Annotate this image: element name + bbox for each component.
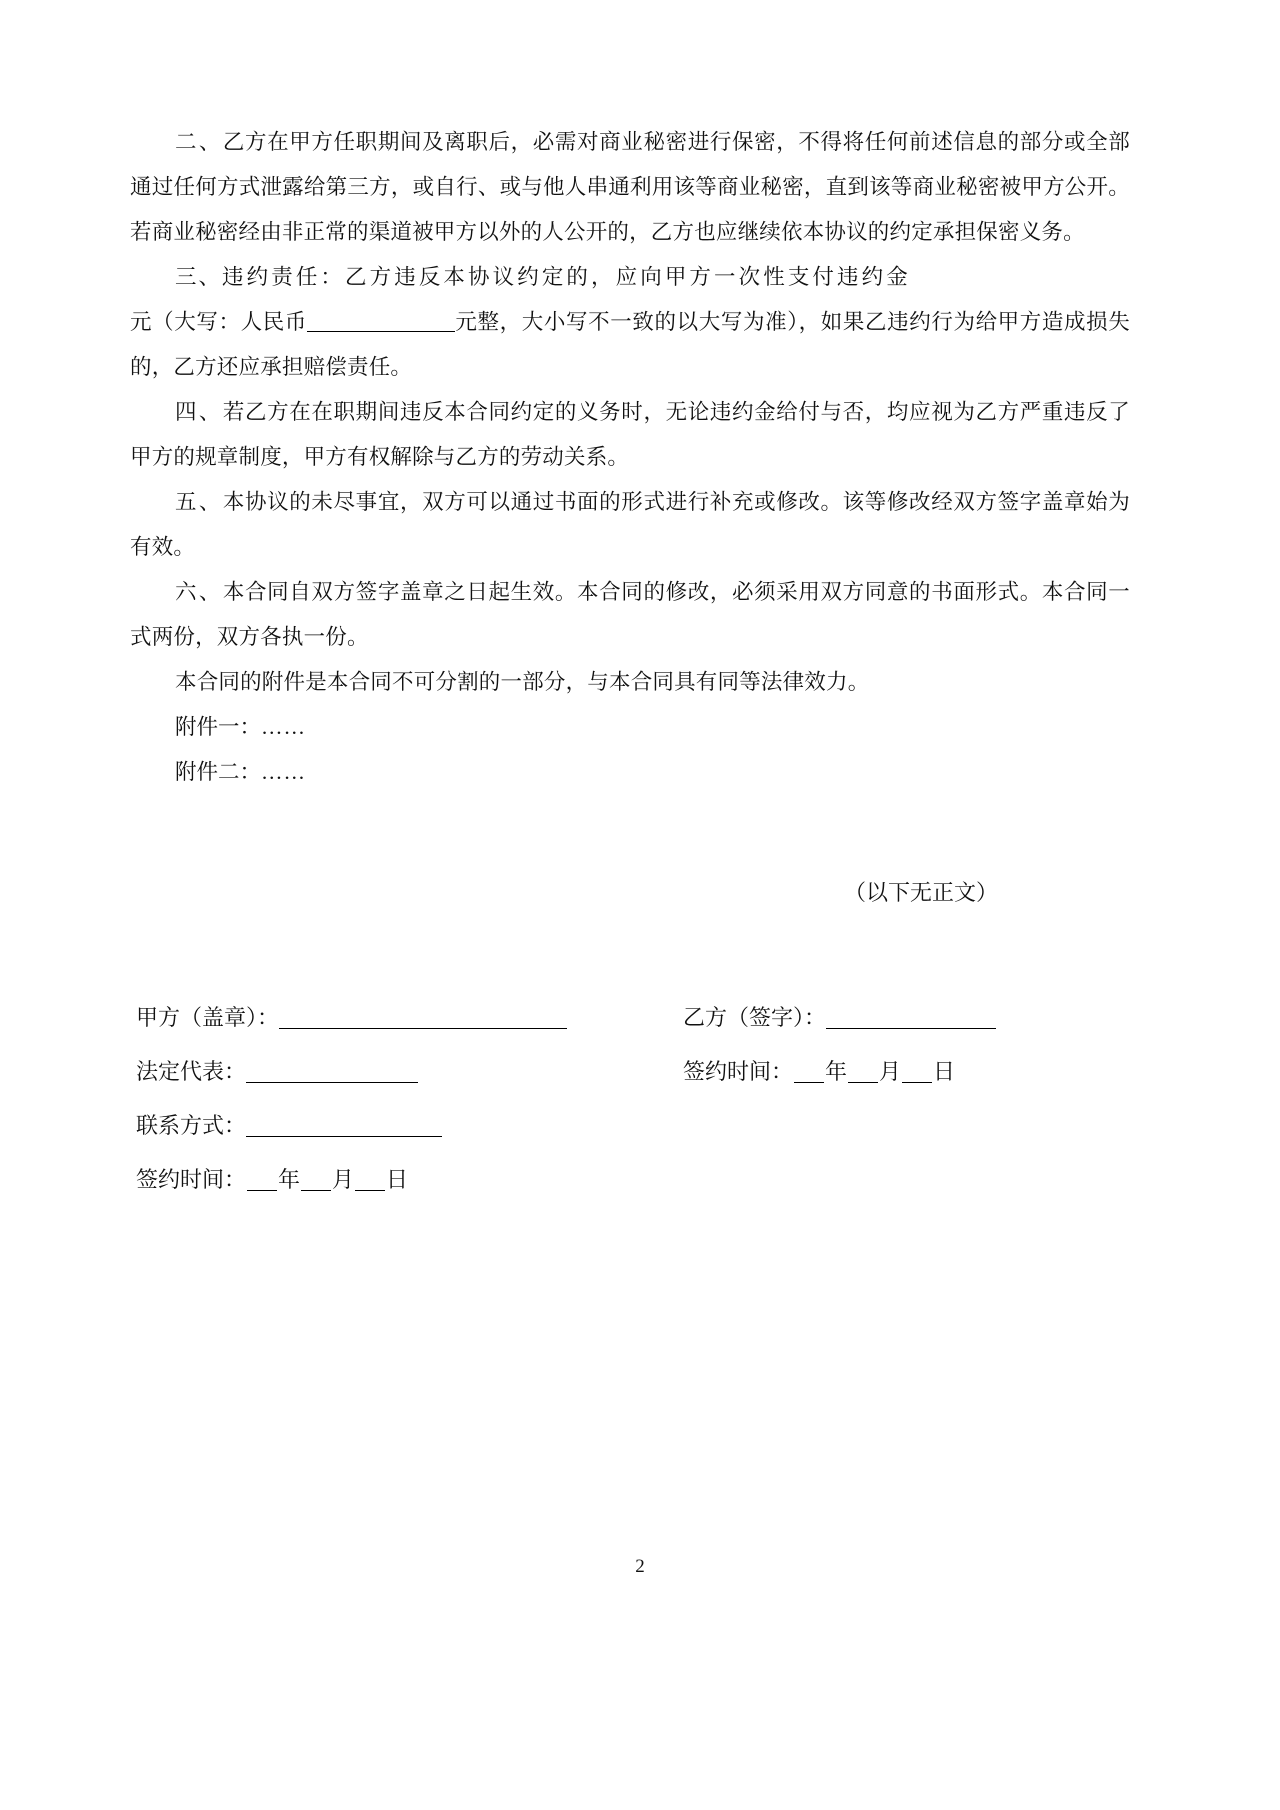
party-a-month-unit: 月	[332, 1167, 355, 1192]
clause-6-number: 六、	[175, 580, 223, 604]
amount-in-words-blank[interactable]	[307, 311, 455, 332]
party-a-year-blank[interactable]	[247, 1168, 277, 1191]
party-b-day-unit: 日	[933, 1059, 956, 1084]
clause-4-paragraph	[130, 390, 1130, 480]
page-number: 2	[635, 1556, 645, 1577]
party-a-contact-row	[136, 1103, 681, 1149]
attachment-2-label: 附件二：	[175, 760, 262, 784]
party-a-contact-label: 联系方式：	[136, 1113, 247, 1138]
party-a-sign-date-label: 签约时间：	[136, 1167, 247, 1192]
party-b-sign-blank[interactable]	[826, 1006, 996, 1029]
clause-4-text: 若乙方在在职期间违反本合同约定的义务时，无论违约金给付与否，均应视为乙方严重违反了甲方的规章制度，甲方有权解除与乙方的劳动关系。	[130, 400, 1130, 469]
party-a-seal-label: 甲方（盖章）：	[136, 1005, 280, 1030]
attachment-1-label: 附件一：	[175, 715, 262, 739]
party-a-legal-rep-label: 法定代表：	[136, 1059, 247, 1084]
party-a-month-blank[interactable]	[301, 1168, 331, 1191]
attachment-item-1	[130, 705, 1130, 750]
party-a-seal-row	[136, 995, 681, 1041]
party-b-day-blank[interactable]	[902, 1060, 932, 1083]
party-b-sign-date-row	[683, 1049, 1123, 1095]
party-b-sign-label: 乙方（签字）：	[683, 1005, 827, 1030]
clause-2-text: 乙方在甲方任职期间及离职后，必需对商业秘密进行保密，不得将任何前述信息的部分或全部通过任何方式泄露给第三方，或自行、或与他人串通利用该等商业秘密，直到该等商业秘密被甲方公开。若商业秘密经由非正常的渠道被甲方以外的人公开的，乙方也应继续依本协议的约定承担保密义务。	[130, 130, 1130, 244]
party-b-sign-row	[683, 995, 1123, 1041]
clause-3-text-after-blank: 元整，大小写不一致的以大写为准），如果乙违约行为给甲方造成损失的，乙方还应承担赔偿责任。	[130, 310, 1130, 379]
clause-3-amount-line	[130, 300, 1130, 390]
party-a-year-unit: 年	[278, 1167, 301, 1192]
party-a-contact-blank[interactable]	[246, 1114, 442, 1137]
clause-2-paragraph	[130, 120, 1130, 255]
party-b-year-unit: 年	[825, 1059, 848, 1084]
party-b-sign-date-label: 签约时间：	[683, 1059, 794, 1084]
party-b-year-blank[interactable]	[794, 1060, 824, 1083]
party-a-legal-rep-row	[136, 1049, 681, 1095]
party-a-column	[130, 995, 681, 1211]
clause-5-paragraph	[130, 480, 1130, 570]
party-a-day-unit: 日	[386, 1167, 409, 1192]
clause-4-number: 四、	[175, 400, 223, 424]
attachment-item-2	[130, 750, 1130, 795]
no-text-below-notice: （以下无正文）	[843, 880, 998, 905]
signature-block	[130, 995, 1130, 1211]
clause-5-number: 五、	[175, 490, 223, 514]
attachment-1-value: ……	[261, 715, 307, 739]
party-a-legal-rep-blank[interactable]	[246, 1060, 418, 1083]
document-body	[130, 120, 1130, 1211]
clause-3-head-text: 违约责任：乙方违反本协议约定的，应向甲方一次性支付违约金	[222, 265, 911, 289]
clause-2-number: 二、	[175, 130, 223, 154]
party-a-sign-date-row	[136, 1157, 681, 1203]
clause-5-text: 本协议的未尽事宜，双方可以通过书面的形式进行补充或修改。该等修改经双方签字盖章始为有效。	[130, 490, 1130, 559]
party-b-column	[681, 995, 1123, 1103]
party-b-month-unit: 月	[879, 1059, 902, 1084]
clause-3-heading-line	[130, 255, 1130, 300]
clause-6-paragraph	[130, 570, 1130, 660]
attachments-note: 本合同的附件是本合同不可分割的一部分，与本合同具有同等法律效力。	[175, 670, 870, 694]
clause-3-text-before-blank: 元（大写：人民币	[130, 310, 307, 334]
attachment-2-value: ……	[261, 760, 307, 784]
party-a-day-blank[interactable]	[355, 1168, 385, 1191]
clause-6-text: 本合同自双方签字盖章之日起生效。本合同的修改，必须采用双方同意的书面形式。本合同一式两份，双方各执一份。	[130, 580, 1130, 649]
party-b-month-blank[interactable]	[848, 1060, 878, 1083]
party-a-seal-blank[interactable]	[279, 1006, 567, 1029]
clause-3-number: 三、	[175, 265, 223, 289]
